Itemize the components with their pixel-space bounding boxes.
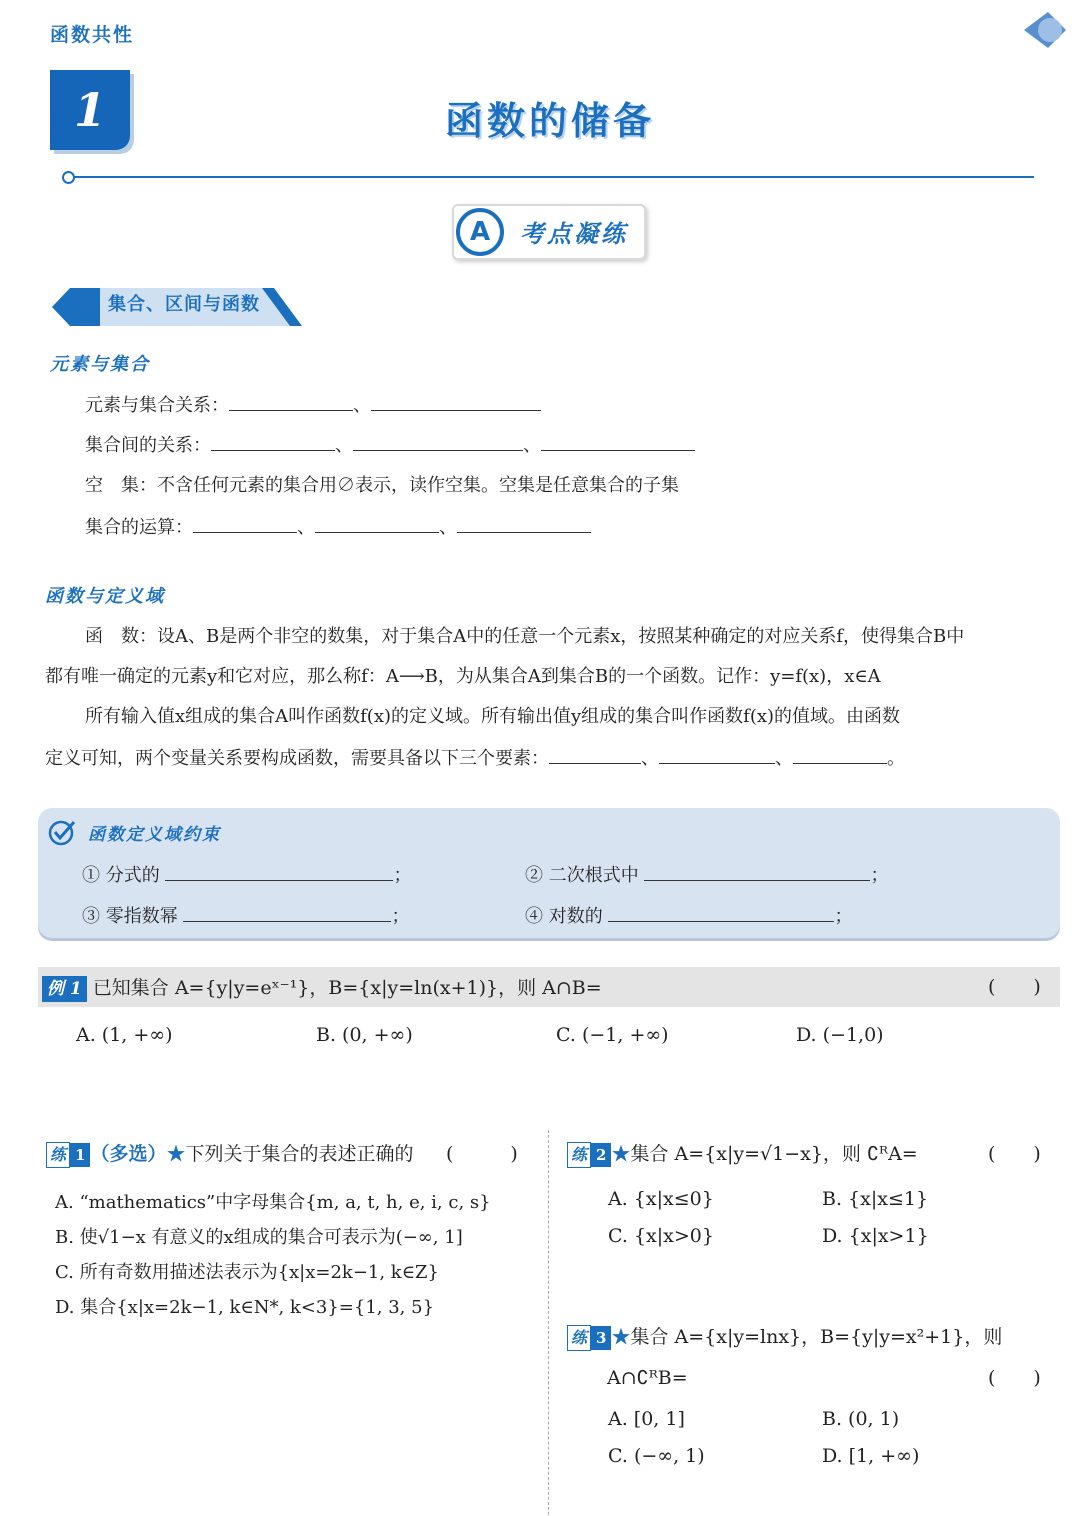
example-option-c[interactable]: C. (−1, +∞) xyxy=(556,1024,669,1046)
practice3-num: 3 xyxy=(591,1326,611,1350)
example-question xyxy=(42,976,602,1002)
blank xyxy=(541,434,695,451)
element-relation-label: 元素与集合关系： xyxy=(85,395,229,416)
blank xyxy=(793,747,887,764)
practice2-paren: ( ) xyxy=(988,1143,1041,1165)
practice2-option-d[interactable]: D. {x|x>1} xyxy=(822,1225,929,1247)
constraint-item-2: ② 二次根式中 ； xyxy=(525,865,889,886)
section-banner-text: 一、集合、区间与函数 xyxy=(70,294,260,315)
element-relation-line: 元素与集合关系： 、 xyxy=(85,394,541,417)
badge-letter: A xyxy=(456,208,504,256)
practice3-option-c[interactable]: C. (−∞, 1) xyxy=(608,1445,705,1467)
star-icon: ★ xyxy=(166,1143,186,1165)
constraint-label-3: ③ 零指数幂 xyxy=(82,906,178,927)
domain-line2: 定义可知，两个变量关系要构成函数，需要具备以下三个要素： 、 、 。 xyxy=(45,748,905,769)
set-relation-line: 集合间的关系： 、 、 xyxy=(85,434,695,457)
corner-logo-icon xyxy=(1018,8,1070,52)
rule-dot xyxy=(62,171,75,184)
practice2-option-c[interactable]: C. {x|x>0} xyxy=(608,1225,714,1247)
blank xyxy=(659,747,775,764)
blank xyxy=(549,747,641,764)
practice2-option-a[interactable]: A. {x|x≤0} xyxy=(608,1188,714,1210)
empty-set-text: 不含任何元素的集合用∅表示，读作空集。空集是任意集合的子集 xyxy=(157,475,679,496)
star-icon: ★ xyxy=(611,1326,631,1348)
title-rule xyxy=(68,176,1034,178)
example-option-a[interactable]: A. (1, +∞) xyxy=(76,1024,173,1046)
practice3-text: 集合 A={x|y=lnx}，B={y|y=x²+1}，则 xyxy=(630,1326,1003,1348)
constraint-label-4: ④ 对数的 xyxy=(525,906,603,927)
practice1-question xyxy=(46,1142,414,1168)
blank xyxy=(457,516,591,533)
practice1-option-d[interactable]: D. 集合{x|x=2k−1, k∈N*, k<3}={1, 3, 5} xyxy=(55,1297,435,1318)
practice2-option-b[interactable]: B. {x|x≤1} xyxy=(822,1188,929,1210)
practice1-text: 下列关于集合的表述正确的 xyxy=(185,1143,414,1165)
constraint-item-4: ④ 对数的 ； xyxy=(525,906,853,927)
practice3-option-b[interactable]: B. (0, 1) xyxy=(822,1408,900,1430)
practice3-paren: ( ) xyxy=(988,1367,1041,1389)
blank xyxy=(371,394,541,411)
blank xyxy=(165,864,393,881)
constraint-label-2: ② 二次根式中 xyxy=(525,865,639,886)
practice1-paren: ( ) xyxy=(446,1143,518,1165)
star-icon: ★ xyxy=(611,1143,631,1165)
blank xyxy=(229,394,353,411)
blank xyxy=(211,434,335,451)
practice3-question xyxy=(567,1325,1002,1351)
blank xyxy=(193,516,297,533)
set-relation-label: 集合间的关系： xyxy=(85,435,211,456)
practice1-option-c[interactable]: C. 所有奇数用描述法表示为{x|x=2k−1, k∈Z} xyxy=(55,1262,440,1283)
set-ops-label: 集合的运算： xyxy=(85,517,193,538)
example-paren: ( ) xyxy=(988,976,1041,998)
practice3-question2: A∩∁ᴿB= xyxy=(607,1367,688,1389)
practice2-num: 2 xyxy=(591,1143,611,1167)
domain-line1: 所有输入值x组成的集合A叫作函数f(x)的定义域。所有输出值y组成的集合叫作函数f(x)的值域。由函数 xyxy=(85,706,901,727)
constraint-title: 函数定义域约束 xyxy=(88,825,221,845)
practice3-tag: 练 xyxy=(567,1325,591,1351)
empty-set-line xyxy=(85,475,679,497)
subhead-elements: 元素与集合 xyxy=(50,354,150,375)
practice3-option-a[interactable]: A. [0, 1] xyxy=(608,1408,685,1430)
practice2-question xyxy=(567,1142,918,1168)
chapter-title: 函数的储备 xyxy=(444,98,655,143)
constraint-item-1: ① 分式的 ； xyxy=(82,865,412,886)
column-divider xyxy=(548,1130,549,1515)
practice3-option-d[interactable]: D. [1, +∞) xyxy=(822,1445,920,1467)
practice1-tag: 练 xyxy=(46,1142,70,1168)
header-tag: 函数共性 xyxy=(50,24,135,46)
practice2-text: 集合 A={x|y=√1−x}，则 ∁ᴿA= xyxy=(630,1143,918,1165)
blank xyxy=(183,905,391,922)
check-circle-icon xyxy=(48,818,76,846)
badge-label: 考点凝练 xyxy=(520,219,628,248)
blank xyxy=(608,905,834,922)
blank xyxy=(315,516,439,533)
set-ops-line: 集合的运算： 、 、 xyxy=(85,516,591,539)
practice2-tag: 练 xyxy=(567,1142,591,1168)
constraint-item-3: ③ 零指数幂 ； xyxy=(82,906,410,927)
practice1-option-a[interactable]: A. “mathematics”中字母集合{m, a, t, h, e, i, c, s} xyxy=(55,1192,491,1213)
func-def-line1: 函 数：设A、B是两个非空的数集，对于集合A中的任意一个元素x，按照某种确定的对应关系f，使得集合B中 xyxy=(85,626,965,647)
practice1-multi: （多选） xyxy=(90,1143,167,1165)
example-option-b[interactable]: B. (0, +∞) xyxy=(316,1024,413,1046)
constraint-label-1: ① 分式的 xyxy=(82,865,160,886)
chapter-number: 1 xyxy=(50,70,130,150)
func-def-line2: 都有唯一确定的元素y和它对应，那么称f：A⟶B，为从集合A到集合B的一个函数。记作：y=f(x)，x∈A xyxy=(45,666,881,687)
empty-set-label: 空 集： xyxy=(85,475,157,496)
subhead-func-domain: 函数与定义域 xyxy=(45,586,165,607)
blank xyxy=(353,434,523,451)
blank xyxy=(644,864,870,881)
practice1-option-b[interactable]: B. 使√1−x 有意义的x组成的集合可表示为(−∞, 1] xyxy=(55,1227,463,1248)
example-tag: 例 1 xyxy=(42,976,87,1002)
practice1-num: 1 xyxy=(70,1143,90,1167)
domain-line2-text: 定义可知，两个变量关系要构成函数，需要具备以下三个要素： xyxy=(45,748,549,769)
example-text: 已知集合 A={y|y=eˣ⁻¹}，B={x|y=ln(x+1)}，则 A∩B= xyxy=(92,977,602,999)
example-option-d[interactable]: D. (−1,0) xyxy=(796,1024,884,1046)
